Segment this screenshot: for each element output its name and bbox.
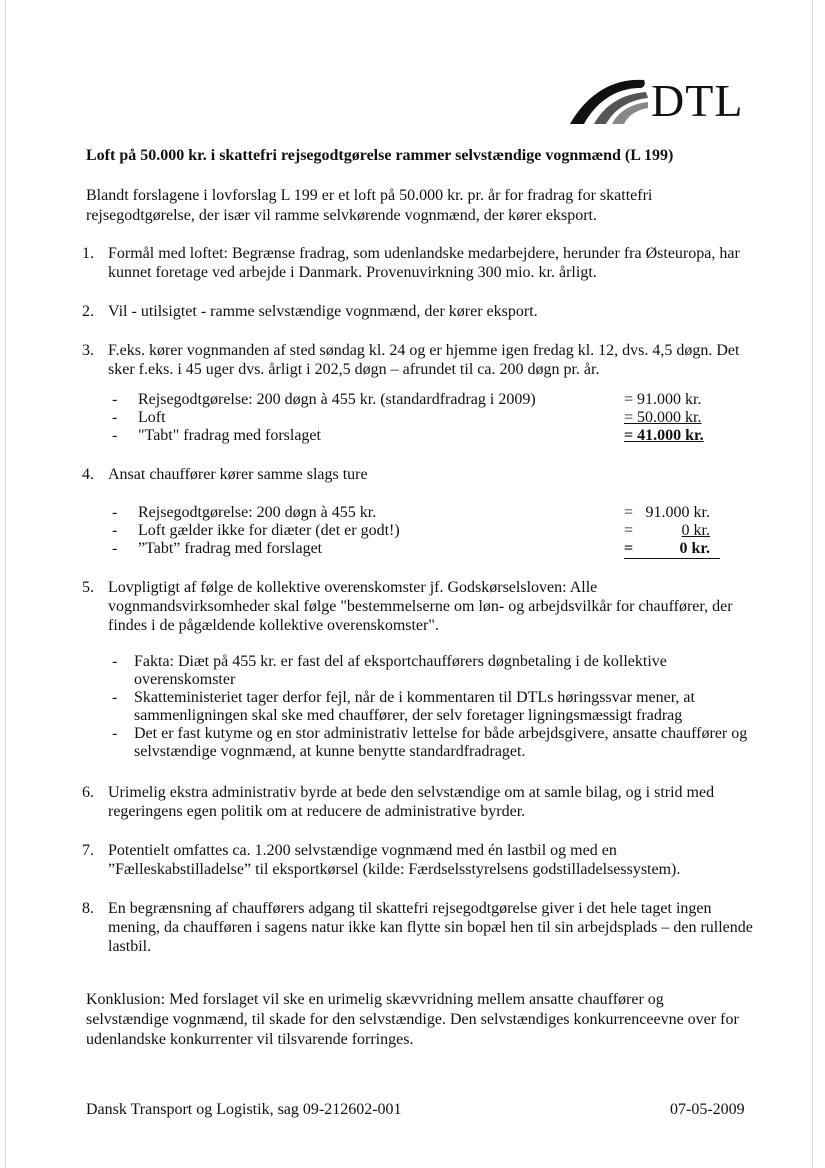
item-number: 3. (82, 342, 94, 359)
calc-row (108, 391, 762, 409)
item-number: 7. (82, 842, 94, 859)
sub-list-item (108, 725, 762, 761)
list-item (82, 341, 762, 445)
sub-item-text: Det er fast kutyme og en stor administrativ lettelse for både arbejdsgivere, ansatte chauffører og selvstændige vognmænd, at kunne benytte standardfradraget. (134, 725, 748, 760)
calc-equals: = (624, 540, 634, 557)
calc-amount (624, 522, 720, 540)
calc-value: 0 kr. (681, 522, 710, 539)
calc-total (624, 540, 720, 559)
calc-table-3 (108, 391, 762, 445)
calc-equals: = (624, 504, 634, 521)
item-text: F.eks. kører vognmanden af sted søndag kl. 24 og er hjemme igen fredag kl. 12, dvs. 4,5 døgn. Det sker f.eks. i 45 uger dvs. årligt i 202,5 døgn – afrundet til ca. 200 døgn pr. år. (108, 342, 740, 378)
dtl-logo (566, 66, 762, 128)
list-item (82, 302, 762, 321)
calc-row (108, 409, 762, 427)
calc-total: = 41.000 kr. (624, 427, 704, 444)
item-number: 5. (82, 579, 94, 596)
bullet-dash: - (112, 504, 118, 521)
page-title: Loft på 50.000 kr. i skattefri rejsegodtgørelse rammer selvstændige vognmænd (L 199) (86, 147, 674, 164)
list-item (82, 841, 762, 879)
list-item (82, 244, 762, 282)
calc-equals: = (624, 522, 634, 539)
dtl-swoosh-icon (566, 66, 656, 128)
bullet-dash: - (112, 409, 118, 426)
calc-value: 0 kr. (679, 540, 710, 557)
scan-edge-left (5, 0, 6, 1168)
sub-item-text: Fakta: Diæt på 455 kr. er fast del af eksportchaufførers døgnbetaling i de kollektive overenskomster (134, 653, 667, 688)
item-number: 8. (82, 900, 94, 917)
calc-label: Rejsegodtgørelse: 200 døgn à 455 kr. (138, 504, 377, 521)
bullet-dash: - (112, 689, 118, 706)
footer-date: 07-05-2009 (670, 1101, 745, 1118)
item-number: 6. (82, 784, 94, 801)
list-item (82, 783, 762, 821)
bullet-dash: - (112, 522, 118, 539)
scan-edge-right (812, 0, 813, 1168)
calc-table-4 (108, 504, 762, 558)
item-text: En begrænsning af chaufførers adgang til skattefri rejsegodtgørelse giver i det hele taget ingen mening, da chaufføren i sagens natur ikke kan flytte sin bopæl hen til sin arbejdsplads – den rullende lastbil. (108, 900, 753, 955)
bullet-dash: - (112, 427, 118, 444)
item-number: 1. (82, 245, 94, 262)
calc-label: Rejsegodtgørelse: 200 døgn à 455 kr. (standardfradrag i 2009) (138, 391, 536, 408)
calc-row (108, 540, 762, 558)
calc-amount: = 91.000 kr. (624, 391, 702, 408)
intro-paragraph: Blandt forslagene i lovforslag L 199 er et loft på 50.000 kr. pr. år for fradrag for skattefri rejsegodtgørelse, der især vil ramme selvkørende vognmænd, der kører eksport. (86, 187, 653, 224)
item-text: Urimelig ekstra administrativ byrde at bede den selvstændige om at samle bilag, og i strid med regeringens egen politik om at reducere de administrative byrder. (108, 784, 715, 820)
calc-row (108, 522, 762, 540)
item-text: Lovpligtigt af følge de kollektive overenskomster jf. Godskørselsloven: Alle vognmandsvirksomheder skal følge "bestemmelserne om løn- og arbejdsvilkår for chauffører, der findes i de pågældende kollektive overenskomster". (108, 579, 733, 634)
item-number: 4. (82, 466, 94, 483)
calc-row (108, 504, 762, 522)
calc-row (108, 427, 762, 445)
numbered-list (82, 244, 762, 956)
list-item (82, 465, 762, 558)
list-item (82, 899, 762, 956)
calc-label: "Tabt" fradrag med forslaget (138, 427, 321, 444)
list-item (82, 578, 762, 761)
item-text: Ansat chauffører kører samme slags ture (108, 466, 368, 483)
footer-case-reference: Dansk Transport og Logistik, sag 09-212602-001 (86, 1101, 402, 1118)
item-text: Formål med loftet: Begrænse fradrag, som udenlandske medarbejdere, herunder fra Østeuropa, har kunnet foretage ved arbejde i Danmark. Provenuvirkning 300 mio. kr. årligt. (108, 245, 740, 281)
item-text: Potentielt omfattes ca. 1.200 selvstændige vognmænd med én lastbil og med en ”Fælleskabstilladelse” til eksportkørsel (kilde: Færdselsstyrelsens godstilladelsessystem). (108, 842, 681, 878)
item-text: Vil - utilsigtet - ramme selvstændige vognmænd, der kører eksport. (108, 303, 538, 320)
bullet-dash: - (112, 391, 118, 408)
calc-label: Loft (138, 409, 166, 426)
conclusion-paragraph: Konklusion: Med forslaget vil ske en urimelig skævvridning mellem ansatte chauffører og selvstændige vognmænd, til skade for den selvstændige. Den selvstændiges konkurrenceevne over for udenlandske konkurrenter vil tilsvarende forringes. (86, 991, 739, 1048)
calc-amount: = 50.000 kr. (624, 409, 702, 426)
sub-item-text: Skatteministeriet tager derfor fejl, når de i kommentaren til DTLs høringssvar mener, at sammenligningen skal ske med chauffører, der selv foretager ligningsmæssigt fradrag (134, 689, 695, 724)
calc-label: Loft gælder ikke for diæter (det er godt!) (138, 522, 400, 539)
sub-list (108, 653, 762, 761)
calc-value: 91.000 kr. (645, 504, 710, 521)
item-number: 2. (82, 303, 94, 320)
logo-text: DTL (651, 75, 744, 126)
calc-label: ”Tabt” fradrag med forslaget (138, 540, 323, 557)
sub-list-item (108, 653, 762, 689)
bullet-dash: - (112, 653, 118, 670)
bullet-dash: - (112, 540, 118, 557)
bullet-dash: - (112, 725, 118, 742)
sub-list-item (108, 689, 762, 725)
